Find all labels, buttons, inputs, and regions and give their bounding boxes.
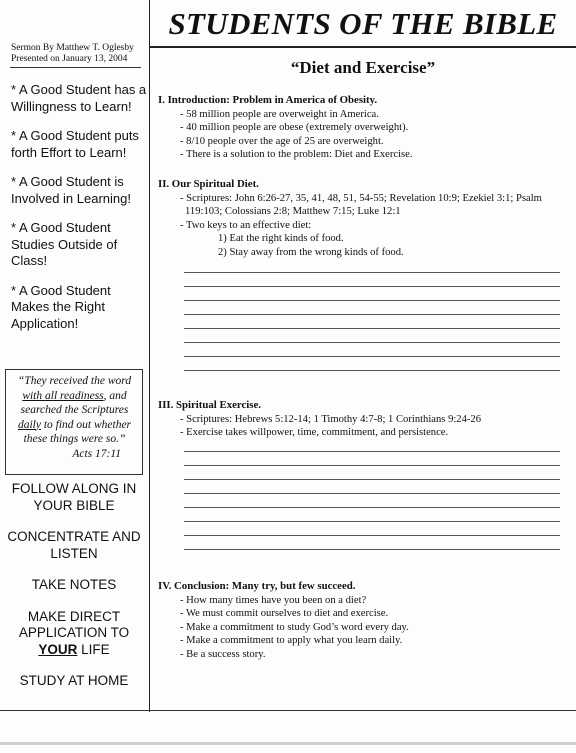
note-line[interactable] (184, 479, 560, 480)
section-heading: II. Our Spiritual Diet. (158, 178, 259, 190)
note-line[interactable] (184, 356, 560, 357)
verse-text: to find out whether these things were so.” (23, 418, 132, 445)
outline-item: - 40 million people are obese (extremely overweight). (180, 122, 409, 133)
trait-item: * A Good Student has a Willingness to Learn! (11, 82, 147, 114)
note-line[interactable] (184, 300, 560, 301)
outline-item: - 8/10 people over the age of 25 are overweight. (180, 135, 384, 147)
verse-text: “They received the word (17, 375, 132, 387)
note-line[interactable] (184, 493, 560, 494)
outline-subitem: 1) Eat the right kinds of food. (218, 233, 344, 244)
outline-item: - How many times have you been on a diet? (180, 594, 367, 606)
section-heading: IV. Conclusion: Many try, but few succeed. (158, 580, 356, 592)
sermon-author: Sermon By Matthew T. Oglesby (11, 43, 134, 53)
sermon-meta (11, 43, 145, 65)
trait-item: * A Good Student is Involved in Learning! (11, 174, 131, 206)
action-emphasis: YOUR (38, 641, 78, 657)
outline-item: - There is a solution to the problem: Diet and Exercise. (180, 149, 413, 160)
section-heading: III. Spiritual Exercise. (158, 399, 261, 411)
outline-item: - Make a commitment to study God’s word every day. (180, 621, 409, 633)
outline-section-3 (158, 399, 572, 440)
note-line[interactable] (184, 272, 560, 273)
action-item: FOLLOW ALONG IN YOUR BIBLE (11, 481, 137, 513)
action-text: LIFE (77, 641, 110, 657)
note-line[interactable] (184, 286, 560, 287)
verse-text-underlined: with all readiness (22, 389, 104, 402)
trait-item: * A Good Student Studies Outside of Class! (11, 220, 118, 268)
action-item: CONCENTRATE AND LISTEN (7, 529, 141, 561)
trait-item: * A Good Student puts forth Effort to Learn! (11, 128, 139, 160)
note-line[interactable] (184, 521, 560, 522)
note-line[interactable] (184, 451, 560, 452)
action-item (0, 609, 148, 659)
sermon-title: “Diet and Exercise” (290, 58, 436, 77)
notes-lines-2[interactable] (184, 451, 560, 550)
scan-edge (0, 742, 576, 745)
column-divider (149, 0, 150, 712)
footer-rule (0, 710, 576, 711)
outline-item: - 58 million people are overweight in America. (180, 108, 379, 120)
notes-lines-1[interactable] (184, 272, 560, 371)
trait-item: * A Good Student Makes the Right Application! (11, 282, 111, 331)
outline-item: - Scriptures: Hebrews 5:12-14; 1 Timothy 4:7-8; 1 Corinthians 9:24-26 (180, 413, 482, 425)
outline-item: - Make a commitment to apply what you learn daily. (180, 635, 403, 646)
verse-box (5, 369, 143, 475)
action-item: STUDY AT HOME (19, 673, 129, 688)
outline-item: - Be a success story. (180, 648, 266, 660)
note-line[interactable] (184, 465, 560, 466)
note-line[interactable] (184, 535, 560, 536)
outline-item: - We must commit ourselves to diet and exercise. (180, 608, 389, 619)
page-title: STUDENTS OF THE BIBLE (168, 6, 558, 41)
outline-section-2 (158, 178, 572, 259)
action-item: TAKE NOTES (31, 577, 117, 592)
verse-reference: Acts 17:11 (72, 447, 121, 460)
meta-rule (10, 67, 141, 68)
note-line[interactable] (184, 314, 560, 315)
note-line[interactable] (184, 370, 560, 371)
outline-subitem: 2) Stay away from the wrong kinds of food. (218, 246, 404, 258)
note-line[interactable] (184, 549, 560, 550)
sermon-date: Presented on January 13, 2004 (11, 54, 128, 64)
action-text: MAKE DIRECT APPLICATION TO (18, 608, 130, 640)
study-actions (0, 481, 148, 705)
title-rule (150, 46, 576, 48)
outline-section-1 (158, 94, 572, 162)
outline-section-4 (158, 580, 572, 661)
student-traits (11, 82, 147, 345)
verse-text-underlined: daily (17, 418, 41, 431)
section-heading: I. Introduction: Problem in America of Obesity. (158, 94, 378, 106)
note-line[interactable] (184, 342, 560, 343)
note-line[interactable] (184, 328, 560, 329)
verse-text: , and searched the Scriptures (20, 389, 129, 416)
note-line[interactable] (184, 507, 560, 508)
outline-item: - Exercise takes willpower, time, commitment, and persistence. (180, 427, 449, 438)
outline-item: - Scriptures: John 6:26-27, 35, 41, 48, 51, 54-55; Revelation 10:9; Ezekiel 3:1; Psalm 119:103; Colossians 2:8; Matthew 7:15; Luke 12:1 (180, 192, 542, 217)
outline-item: - Two keys to an effective diet: (180, 219, 312, 231)
